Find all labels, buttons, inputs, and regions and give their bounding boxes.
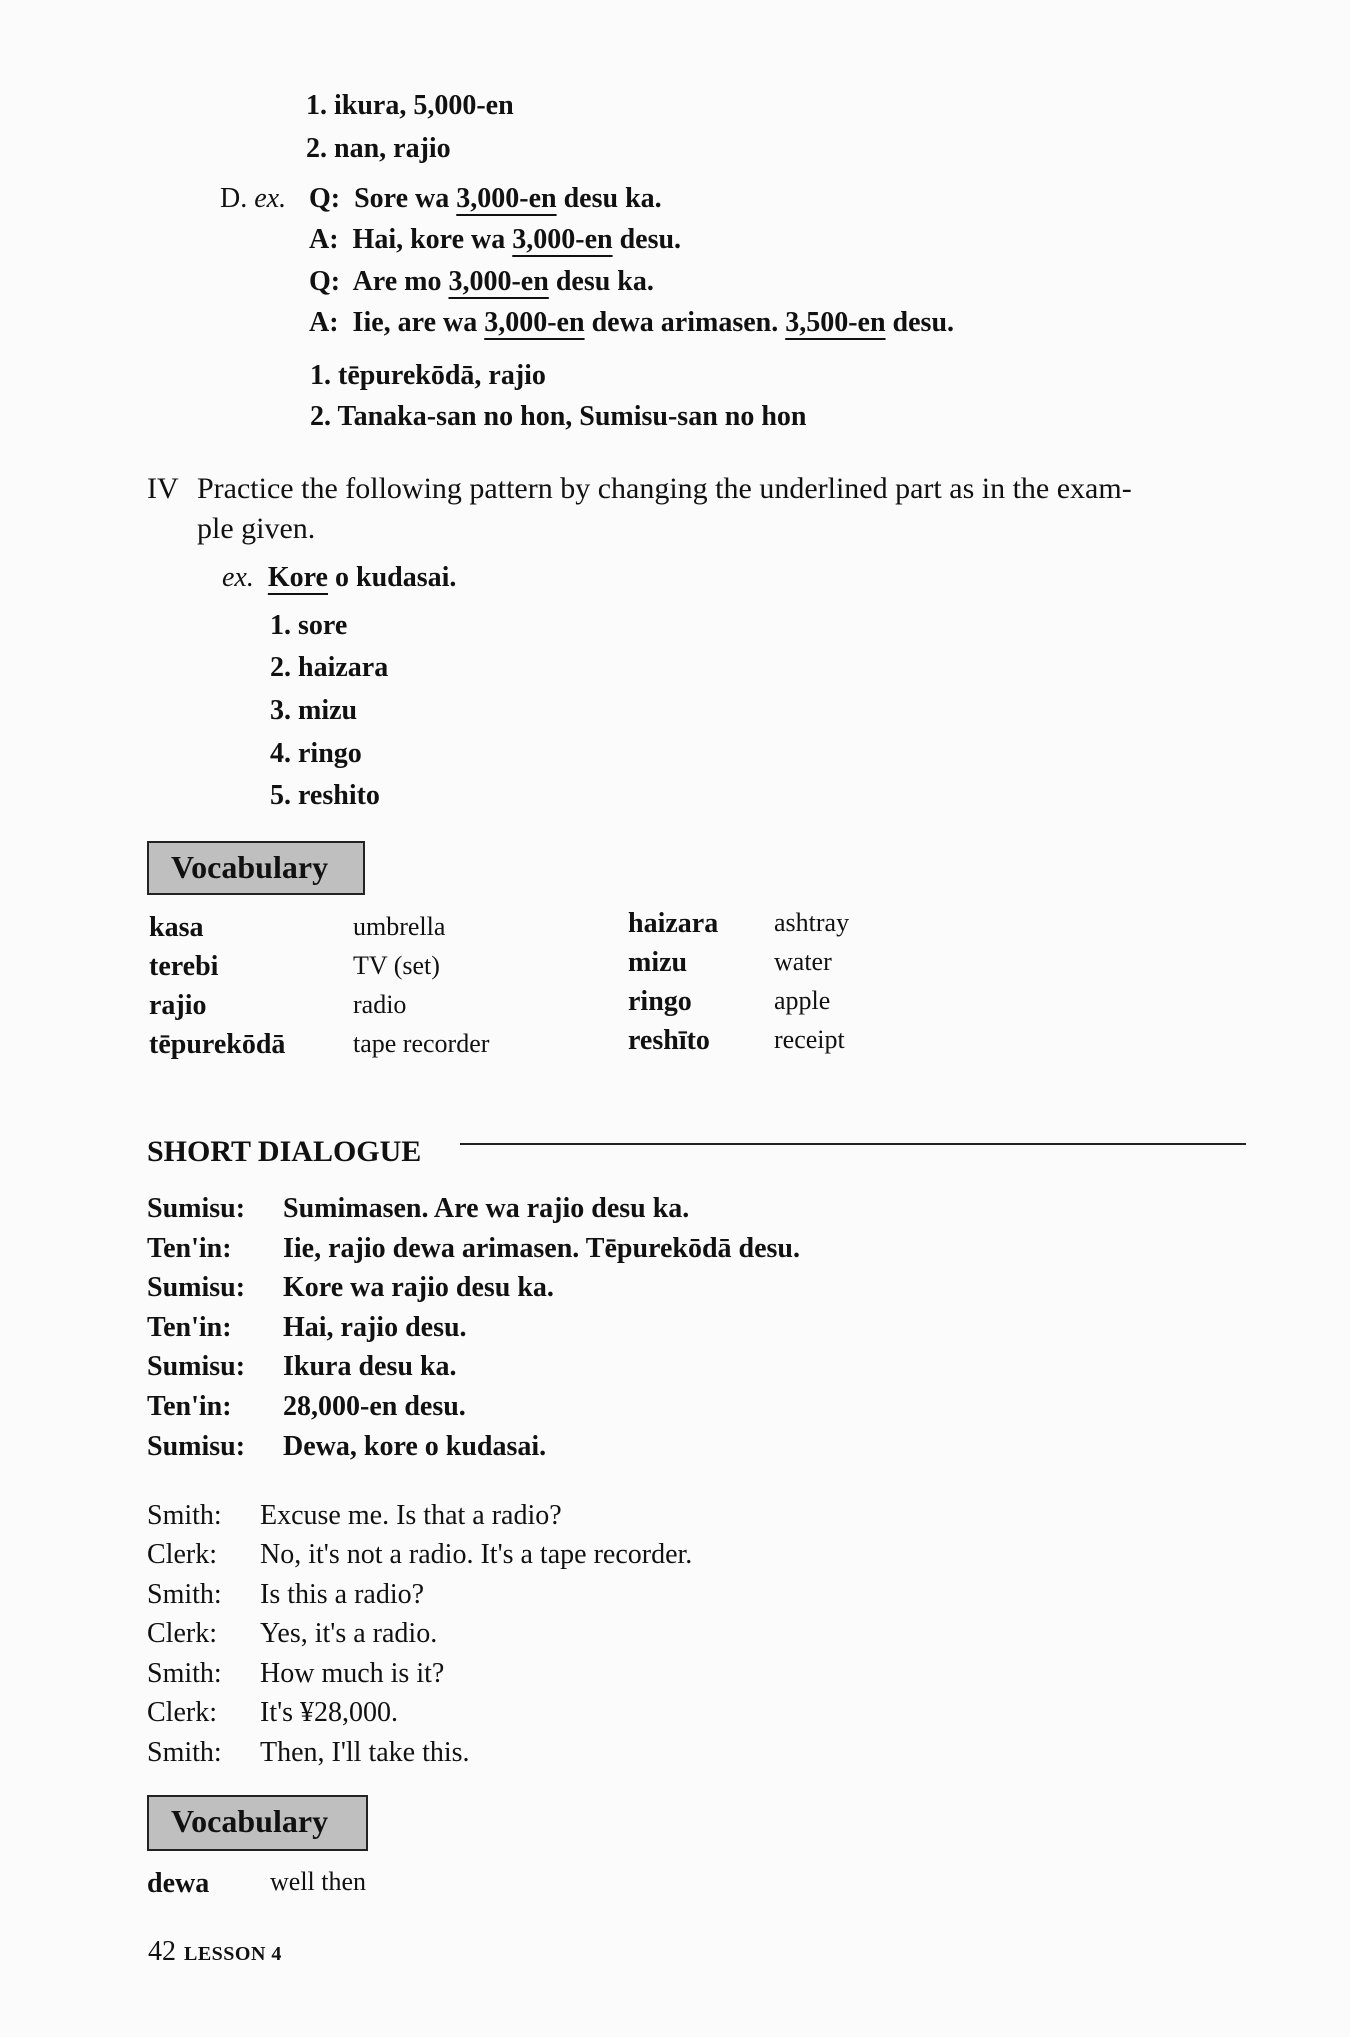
list-item: 5. reshito — [270, 780, 380, 811]
dialogue-line: Iie, rajio dewa arimasen. Tēpurekōdā desu. — [283, 1233, 800, 1264]
vocab-meaning: ashtray — [774, 908, 850, 937]
vocab-word: mizu — [628, 947, 688, 978]
speaker-label: Ten'in: — [147, 1233, 232, 1264]
dialogue-line: Is this a radio? — [260, 1579, 425, 1610]
section-title: SHORT DIALOGUE — [147, 1135, 422, 1168]
vocab-word: ringo — [628, 986, 692, 1017]
speaker-label: Sumisu: — [147, 1431, 246, 1462]
list-item: 4. ringo — [270, 738, 362, 769]
speaker-label: Sumisu: — [147, 1272, 246, 1303]
list-item: 2. Tanaka-san no hon, Sumisu-san no hon — [310, 401, 807, 432]
dialogue-line: Excuse me. Is that a radio? — [260, 1500, 562, 1531]
vocabulary-heading: Vocabulary — [147, 841, 365, 895]
speaker-label: Sumisu: — [147, 1193, 246, 1224]
example: ex. Kore o kudasai. — [222, 562, 457, 593]
vocab-meaning: water — [774, 947, 832, 976]
dialogue-line: Sumimasen. Are wa rajio desu ka. — [283, 1193, 690, 1224]
dialogue-line: A: Hai, kore wa 3,000-en desu. — [309, 224, 682, 255]
vocab-meaning: receipt — [774, 1025, 845, 1054]
list-item: 2. haizara — [270, 652, 389, 683]
dialogue-line: How much is it? — [260, 1658, 445, 1689]
vocab-meaning: apple — [774, 986, 831, 1015]
speaker-label: Smith: — [147, 1658, 222, 1689]
exercise-d-label: D. ex. — [220, 183, 287, 214]
list-item: 3. mizu — [270, 695, 358, 726]
dialogue-line: Q: Are mo 3,000-en desu ka. — [309, 266, 654, 297]
list-item: 1. sore — [270, 610, 348, 641]
dialogue-line: Hai, rajio desu. — [283, 1312, 467, 1343]
dialogue-line: Yes, it's a radio. — [260, 1618, 438, 1649]
vocab-word: tēpurekōdā — [149, 1029, 286, 1060]
vocab-word: dewa — [147, 1868, 210, 1899]
speaker-label: Clerk: — [147, 1618, 217, 1649]
dialogue-line: No, it's not a radio. It's a tape recorder. — [260, 1539, 693, 1570]
page-footer — [148, 1936, 282, 1968]
divider — [460, 1143, 1246, 1145]
vocab-word: reshīto — [628, 1025, 710, 1056]
vocab-word: terebi — [149, 951, 219, 982]
speaker-label: Smith: — [147, 1737, 222, 1768]
vocab-meaning: TV (set) — [353, 951, 440, 980]
speaker-label: Sumisu: — [147, 1351, 246, 1382]
dialogue-line: Q: Sore wa 3,000-en desu ka. — [309, 183, 662, 214]
speaker-label: Clerk: — [147, 1539, 217, 1570]
instruction-text: ple given. — [197, 512, 316, 545]
vocabulary-heading: Vocabulary — [147, 1795, 368, 1851]
vocab-meaning: well then — [270, 1867, 367, 1896]
vocab-meaning: radio — [353, 990, 407, 1019]
dialogue-line: Then, I'll take this. — [260, 1737, 470, 1768]
speaker-label: Smith: — [147, 1579, 222, 1610]
page-number: 42 — [148, 1936, 176, 1967]
list-item: 2. nan, rajio — [306, 133, 451, 164]
dialogue-line: A: Iie, are wa 3,000-en dewa arimasen. 3,500-en desu. — [309, 307, 955, 338]
speaker-label: Clerk: — [147, 1697, 217, 1728]
vocab-meaning: tape recorder — [353, 1029, 490, 1058]
speaker-label: Ten'in: — [147, 1391, 232, 1422]
vocab-word: rajio — [149, 990, 207, 1021]
vocab-word: kasa — [149, 912, 204, 943]
list-item: 1. tēpurekōdā, rajio — [310, 360, 546, 391]
dialogue-line: Dewa, kore o kudasai. — [283, 1431, 547, 1462]
vocab-word: haizara — [628, 908, 719, 939]
speaker-label: Ten'in: — [147, 1312, 232, 1343]
dialogue-line: Kore wa rajio desu ka. — [283, 1272, 554, 1303]
list-item: 1. ikura, 5,000-en — [306, 90, 514, 121]
speaker-label: Smith: — [147, 1500, 222, 1531]
dialogue-line: Ikura desu ka. — [283, 1351, 457, 1382]
section-numeral: IV — [147, 472, 179, 505]
instruction-text: Practice the following pattern by changing the underlined part as in the exam- — [197, 472, 1132, 505]
dialogue-line: 28,000-en desu. — [283, 1391, 466, 1422]
vocab-meaning: umbrella — [353, 912, 446, 941]
lesson-label: LESSON 4 — [184, 1943, 282, 1965]
dialogue-line: It's ¥28,000. — [260, 1697, 399, 1728]
